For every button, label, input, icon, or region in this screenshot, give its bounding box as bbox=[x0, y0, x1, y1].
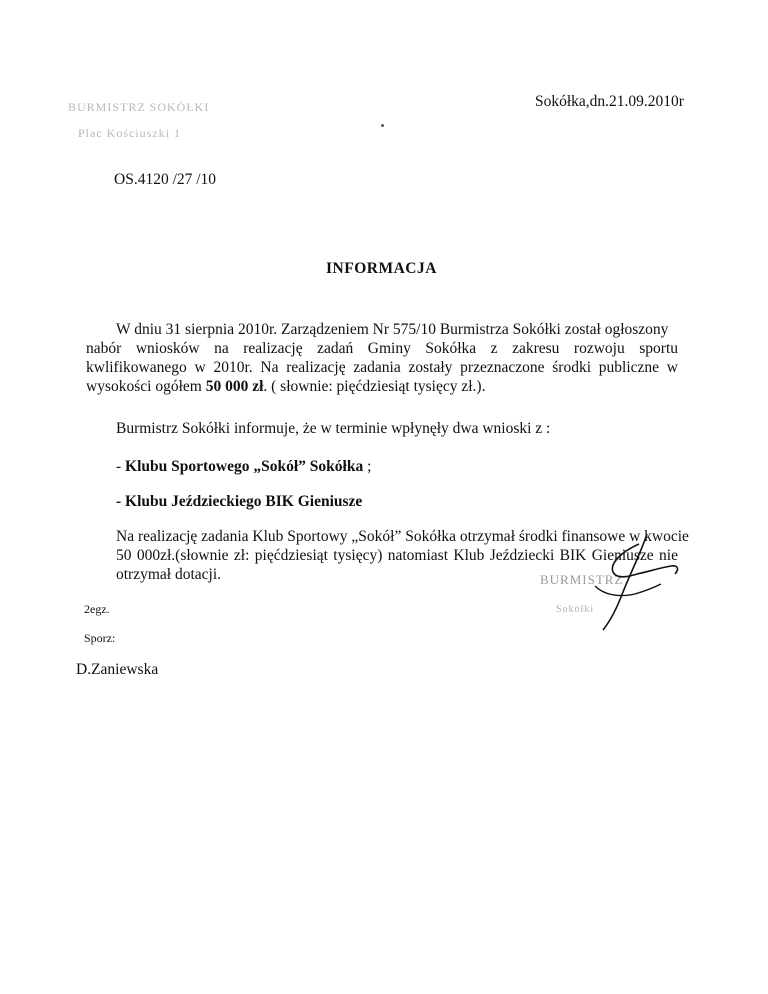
para1-line4 bbox=[86, 377, 485, 396]
reference-number: OS.4120 /27 /10 bbox=[114, 171, 217, 188]
applicant-name: Klubu Sportowego „Sokół” Sokółka bbox=[125, 458, 364, 475]
para1-line4-pre: wysokości ogółem bbox=[86, 378, 206, 395]
para3-line2: 50 000zł.(słownie zł: pięćdziesiąt tysięcy) natomiast Klub Jeździecki BIK Gieniusze nie bbox=[116, 547, 678, 564]
applicant-suffix: ; bbox=[363, 458, 372, 475]
prepared-by-label: Sporz: bbox=[84, 631, 116, 645]
speck bbox=[381, 124, 384, 127]
para2: Burmistrz Sokółki informuje, że w terminie wpłynęły dwa wnioski z : bbox=[116, 420, 551, 437]
para3-line3: otrzymał dotacji. bbox=[116, 566, 222, 583]
para1-line4-post: . ( słownie: pięćdziesiąt tysięcy zł.). bbox=[263, 378, 486, 395]
handwritten-signature bbox=[575, 528, 685, 633]
place-date: Sokółka,dn.21.09.2010r bbox=[535, 93, 684, 110]
para1-line3: kwlifikowanego w 2010r. Na realizację zadania zostały przeznaczone środki publiczne w bbox=[86, 359, 678, 376]
office-stamp-line2: Plac Kościuszki 1 bbox=[78, 126, 181, 140]
applicant-item-2 bbox=[116, 492, 362, 511]
para1-line1: W dniu 31 sierpnia 2010r. Zarządzeniem Nr 575/10 Burmistrza Sokółki został ogłoszony bbox=[116, 321, 669, 338]
para1-line2: nabór wniosków na realizację zadań Gminy Sokółka z zakresu rozwoju sportu bbox=[86, 340, 678, 357]
applicant-dash: - bbox=[116, 493, 126, 510]
signature-stamp-text2: Sokółki bbox=[556, 604, 595, 615]
document-title: INFORMACJA bbox=[326, 260, 437, 277]
para3-line1: Na realizację zadania Klub Sportowy „Sokół” Sokółka otrzymał środki finansowe w kwocie bbox=[116, 528, 689, 545]
applicant-dash: - bbox=[116, 458, 126, 475]
applicant-item-1 bbox=[116, 457, 371, 476]
office-stamp-line1: BURMISTRZ SOKÓŁKI bbox=[68, 100, 210, 114]
amount-bold: 50 000 zł bbox=[205, 378, 264, 395]
author-name: D.Zaniewska bbox=[76, 661, 159, 678]
applicant-name: Klubu Jeździeckiego BIK Gieniusze bbox=[125, 493, 363, 510]
signature-stamp-text1: BURMISTRZ bbox=[540, 572, 624, 587]
copies-count: 2egz. bbox=[84, 602, 110, 616]
